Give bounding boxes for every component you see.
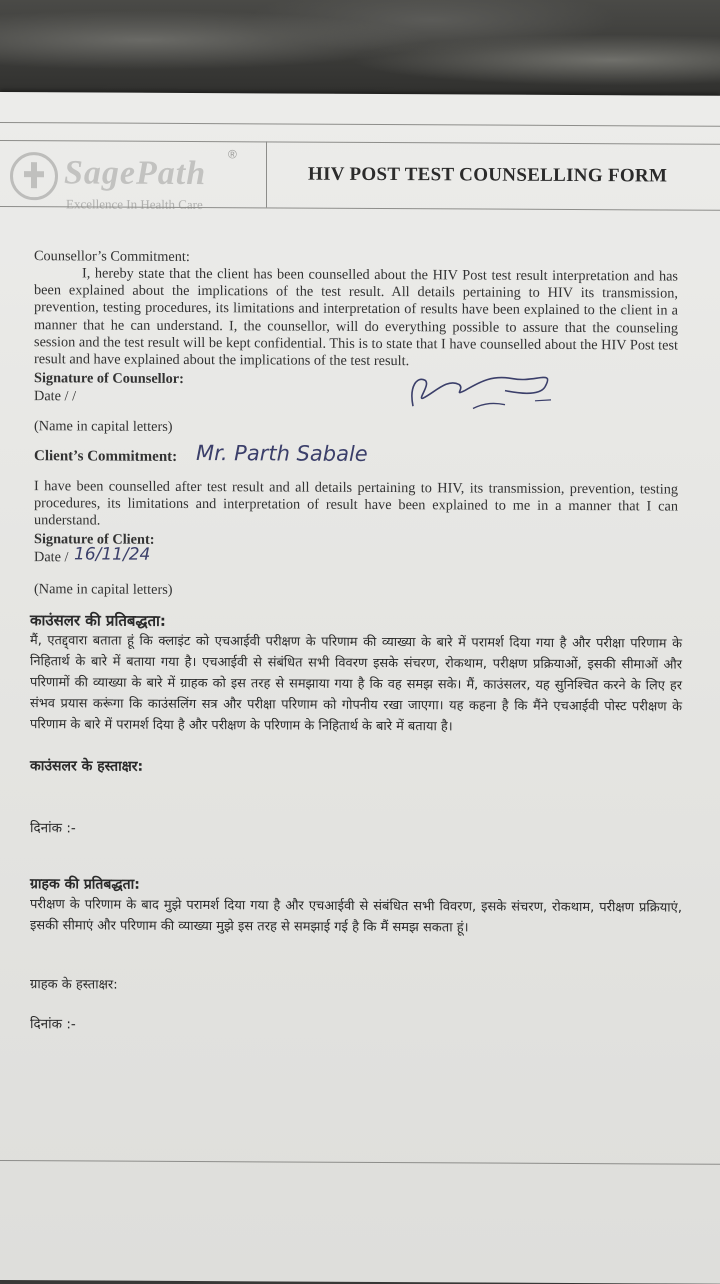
hindi-counsellor-signature-label: काउंसलर के हस्ताक्षर: (30, 758, 144, 775)
hindi-counsellor-date-label: दिनांक :- (30, 820, 76, 837)
counsellor-heading: Counsellor’s Commitment: (34, 248, 190, 265)
hindi-client-date-label: दिनांक :- (30, 1016, 76, 1033)
client-date-label: Date / (34, 549, 69, 566)
top-rule (0, 122, 720, 127)
client-date-handwritten: 16/11/24 (74, 544, 151, 565)
client-name-handwritten: Mr. Parth Sabale (196, 441, 368, 466)
hindi-client-heading: ग्राहक की प्रतिबद्धता: (30, 876, 140, 893)
counsellor-paragraph: I, hereby state that the client has been counselled about the HIV Post test result interpretation and has been explained about the implications of the test result. All details pertaining to HIV its transmission, prevention, testing procedures, its limitations and interpretation of results have been explained to the client in a manner that he can understand. I, the counsellor, will do everything possible to assure that the counseling session and the test result will be kept confidential. This is to state that I have counselled about the HIV Post test result and have explained about the implications of the test result. (34, 265, 678, 370)
form-paper (0, 92, 720, 1284)
hindi-counsellor-heading: काउंसलर की प्रतिबद्धता: (30, 611, 166, 630)
hindi-counsellor-paragraph: मैं, एतद्द्वारा बताता हूं कि क्लाइंट को एचआईवी परीक्षण के परिणाम की व्याख्या के बारे में परामर्श दिया गया है और परीक्षा परिणाम के निहितार्थ के बारे में बताया गया है। एचआईवी से संबंधित सभी विवरण इसके संचरण, रोकथाम, परीक्षण प्रक्रियाओं, इसकी सीमाओं और परिणामों की व्याख्या के बारे में ग्राहक को इस तरह से समझाया गया है कि वह समझ सके। मैं, काउंसलर, यह सुनिश्चित करने के लिए हर संभव प्रयास करूंगा कि काउंसलिंग सत्र और परीक्षा परिणाम को गोपनीय रखा जाएगा। यह कहना है कि मैंने एचआईवी पोस्ट परीक्षण के परिणाम के बारे में परामर्श दिया है और परीक्षण के परिणाम के निहितार्थ के बारे में बताया है। (30, 633, 682, 735)
form-header (0, 140, 720, 213)
hindi-client-paragraph: परीक्षण के परिणाम के बाद मुझे परामर्श दिया गया है और एचआईवी से संबंधित सभी विवरण, इसके संचरण, रोकथाम, परीक्षण प्रक्रियाएं, इसकी सीमाएं और परिणाम की व्याख्या मुझे इस तरह से समझाई गई है कि मैं समझ सकता हूं। (30, 897, 682, 936)
client-name-label: (Name in capital letters) (34, 581, 173, 598)
background-surface (0, 0, 720, 100)
medical-cross-icon (24, 162, 44, 188)
client-signature-label: Signature of Client: (34, 531, 155, 548)
counsellor-name-label: (Name in capital letters) (34, 418, 173, 435)
bottom-rule (0, 1160, 720, 1165)
client-paragraph: I have been counselled after test result and all details pertaining to HIV, its transmission, prevention, testing procedures, its limitations and interpretation of result have been explained to me in a manner that I can understand. (34, 478, 678, 529)
header-divider (266, 141, 267, 207)
counsellor-date-label: Date / / (34, 388, 77, 405)
logo-name: SagePath (64, 154, 207, 193)
form-title: HIV POST TEST COUNSELLING FORM (308, 163, 668, 187)
logo-tagline: Excellence In Health Care (66, 196, 203, 213)
registered-mark: ® (228, 147, 237, 162)
counsellor-signature-scribble (395, 356, 565, 419)
hindi-client-signature-label: ग्राहक के हस्ताक्षर: (30, 977, 118, 993)
counsellor-signature-label: Signature of Counsellor: (34, 370, 184, 387)
sagepath-logo (6, 147, 266, 213)
header-top-rule (0, 140, 720, 145)
client-heading: Client’s Commitment: (34, 448, 178, 465)
